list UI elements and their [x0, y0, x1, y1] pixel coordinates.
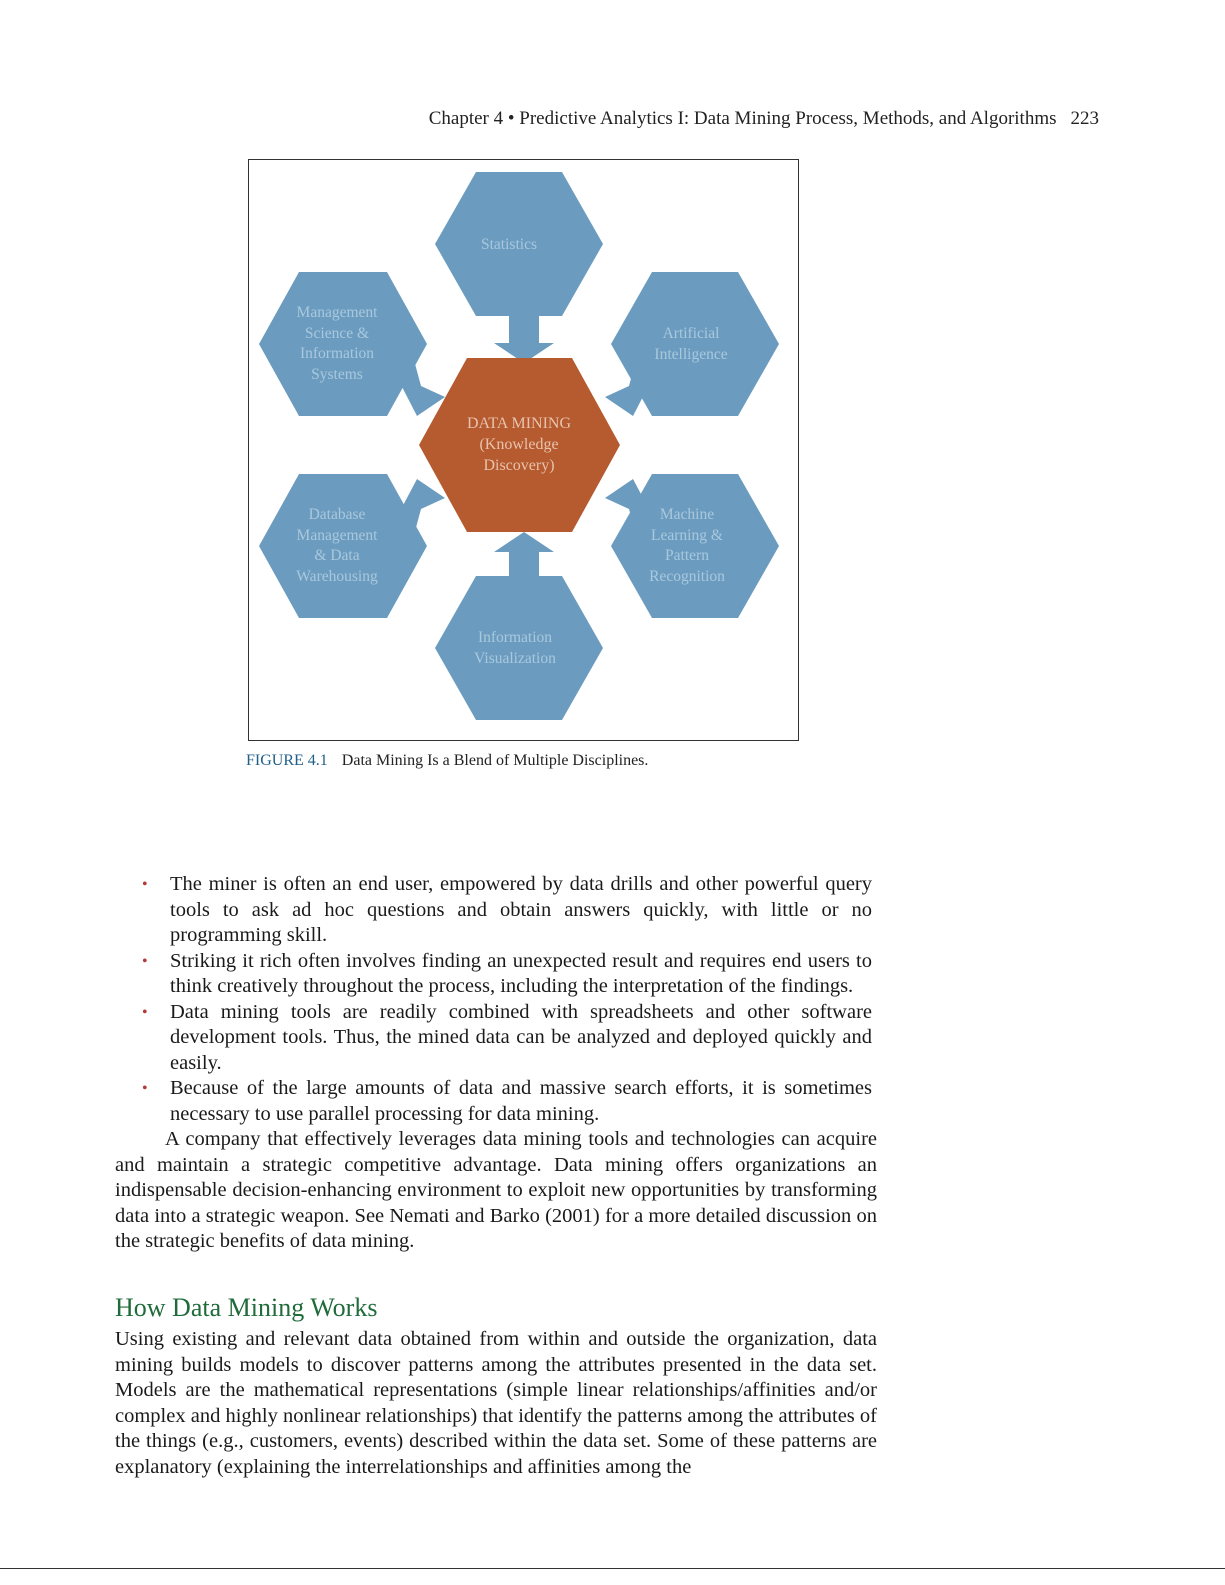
page-number: 223: [1070, 108, 1099, 129]
list-item: • Striking it rich often involves finding an unexpected result and requires end users to think creatively throughout the process, including the interpretation of the findings.: [146, 949, 872, 1000]
page-bottom-rule: [0, 1568, 1225, 1569]
list-item: • Data mining tools are readily combined with spreadsheets and other software development tools. Thus, the mined data can be analyzed and deployed quickly and easily.: [146, 1000, 872, 1077]
running-header: [429, 108, 1099, 130]
label-statistics: Statistics: [481, 236, 537, 253]
arrow-statistics: [494, 315, 554, 363]
bullet-list: [146, 872, 872, 1127]
label-visualization: Information Visualization: [474, 629, 556, 667]
label-data-mining: DATA MINING (Knowledge Discovery): [466, 415, 572, 474]
running-title: Chapter 4 • Predictive Analytics I: Data Mining Process, Methods, and Algorithms: [428, 108, 1057, 129]
figure-caption-text: Data Mining Is a Blend of Multiple Disciplines.: [341, 752, 649, 769]
arrow-visualization: [494, 532, 554, 580]
list-item: • Because of the large amounts of data and massive search efforts, it is sometimes necessary to use parallel processing for data mining.: [146, 1076, 872, 1127]
list-item: • The miner is often an end user, empowered by data drills and other powerful query tools to ask ad hoc questions and obtain answers quickly, with little or no programming skill.: [146, 872, 872, 949]
section-heading: How Data Mining Works: [115, 1293, 378, 1322]
label-management: Management Science & Information Systems: [296, 304, 378, 383]
label-database: Database Management & Data Warehousing: [296, 506, 378, 585]
body-paragraph-1: A company that effectively leverages data mining tools and technologies can acquire and maintain a strategic competitive advantage. Data mining offers organizations an indispensable decision-enhancing environment to exploit new opportunities by transforming data into a strategic weapon. See Nemati and Barko (2001) for a more detailed discussion on the strategic benefits of data mining.: [115, 1128, 877, 1252]
figure-number: FIGURE 4.1: [246, 752, 328, 769]
label-ai: Artificial Intelligence: [654, 325, 728, 363]
figure-data-mining-disciplines: [248, 159, 799, 741]
figure-caption: [246, 752, 648, 770]
body-paragraph-2: Using existing and relevant data obtained from within and outside the organization, data mining builds models to discover patterns among the attributes presented in the data set. Models are the mathematical representations (simple linear relationships/affinities and/or complex and highly nonlinear relationships) that identify the patterns among the attributes of the things (e.g., customers, events) described within the data set. Some of these patterns are explanatory (explaining the interrelationships and affinities among the: [115, 1328, 877, 1478]
label-ml: Machine Learning & Pattern Recognition: [649, 506, 725, 585]
